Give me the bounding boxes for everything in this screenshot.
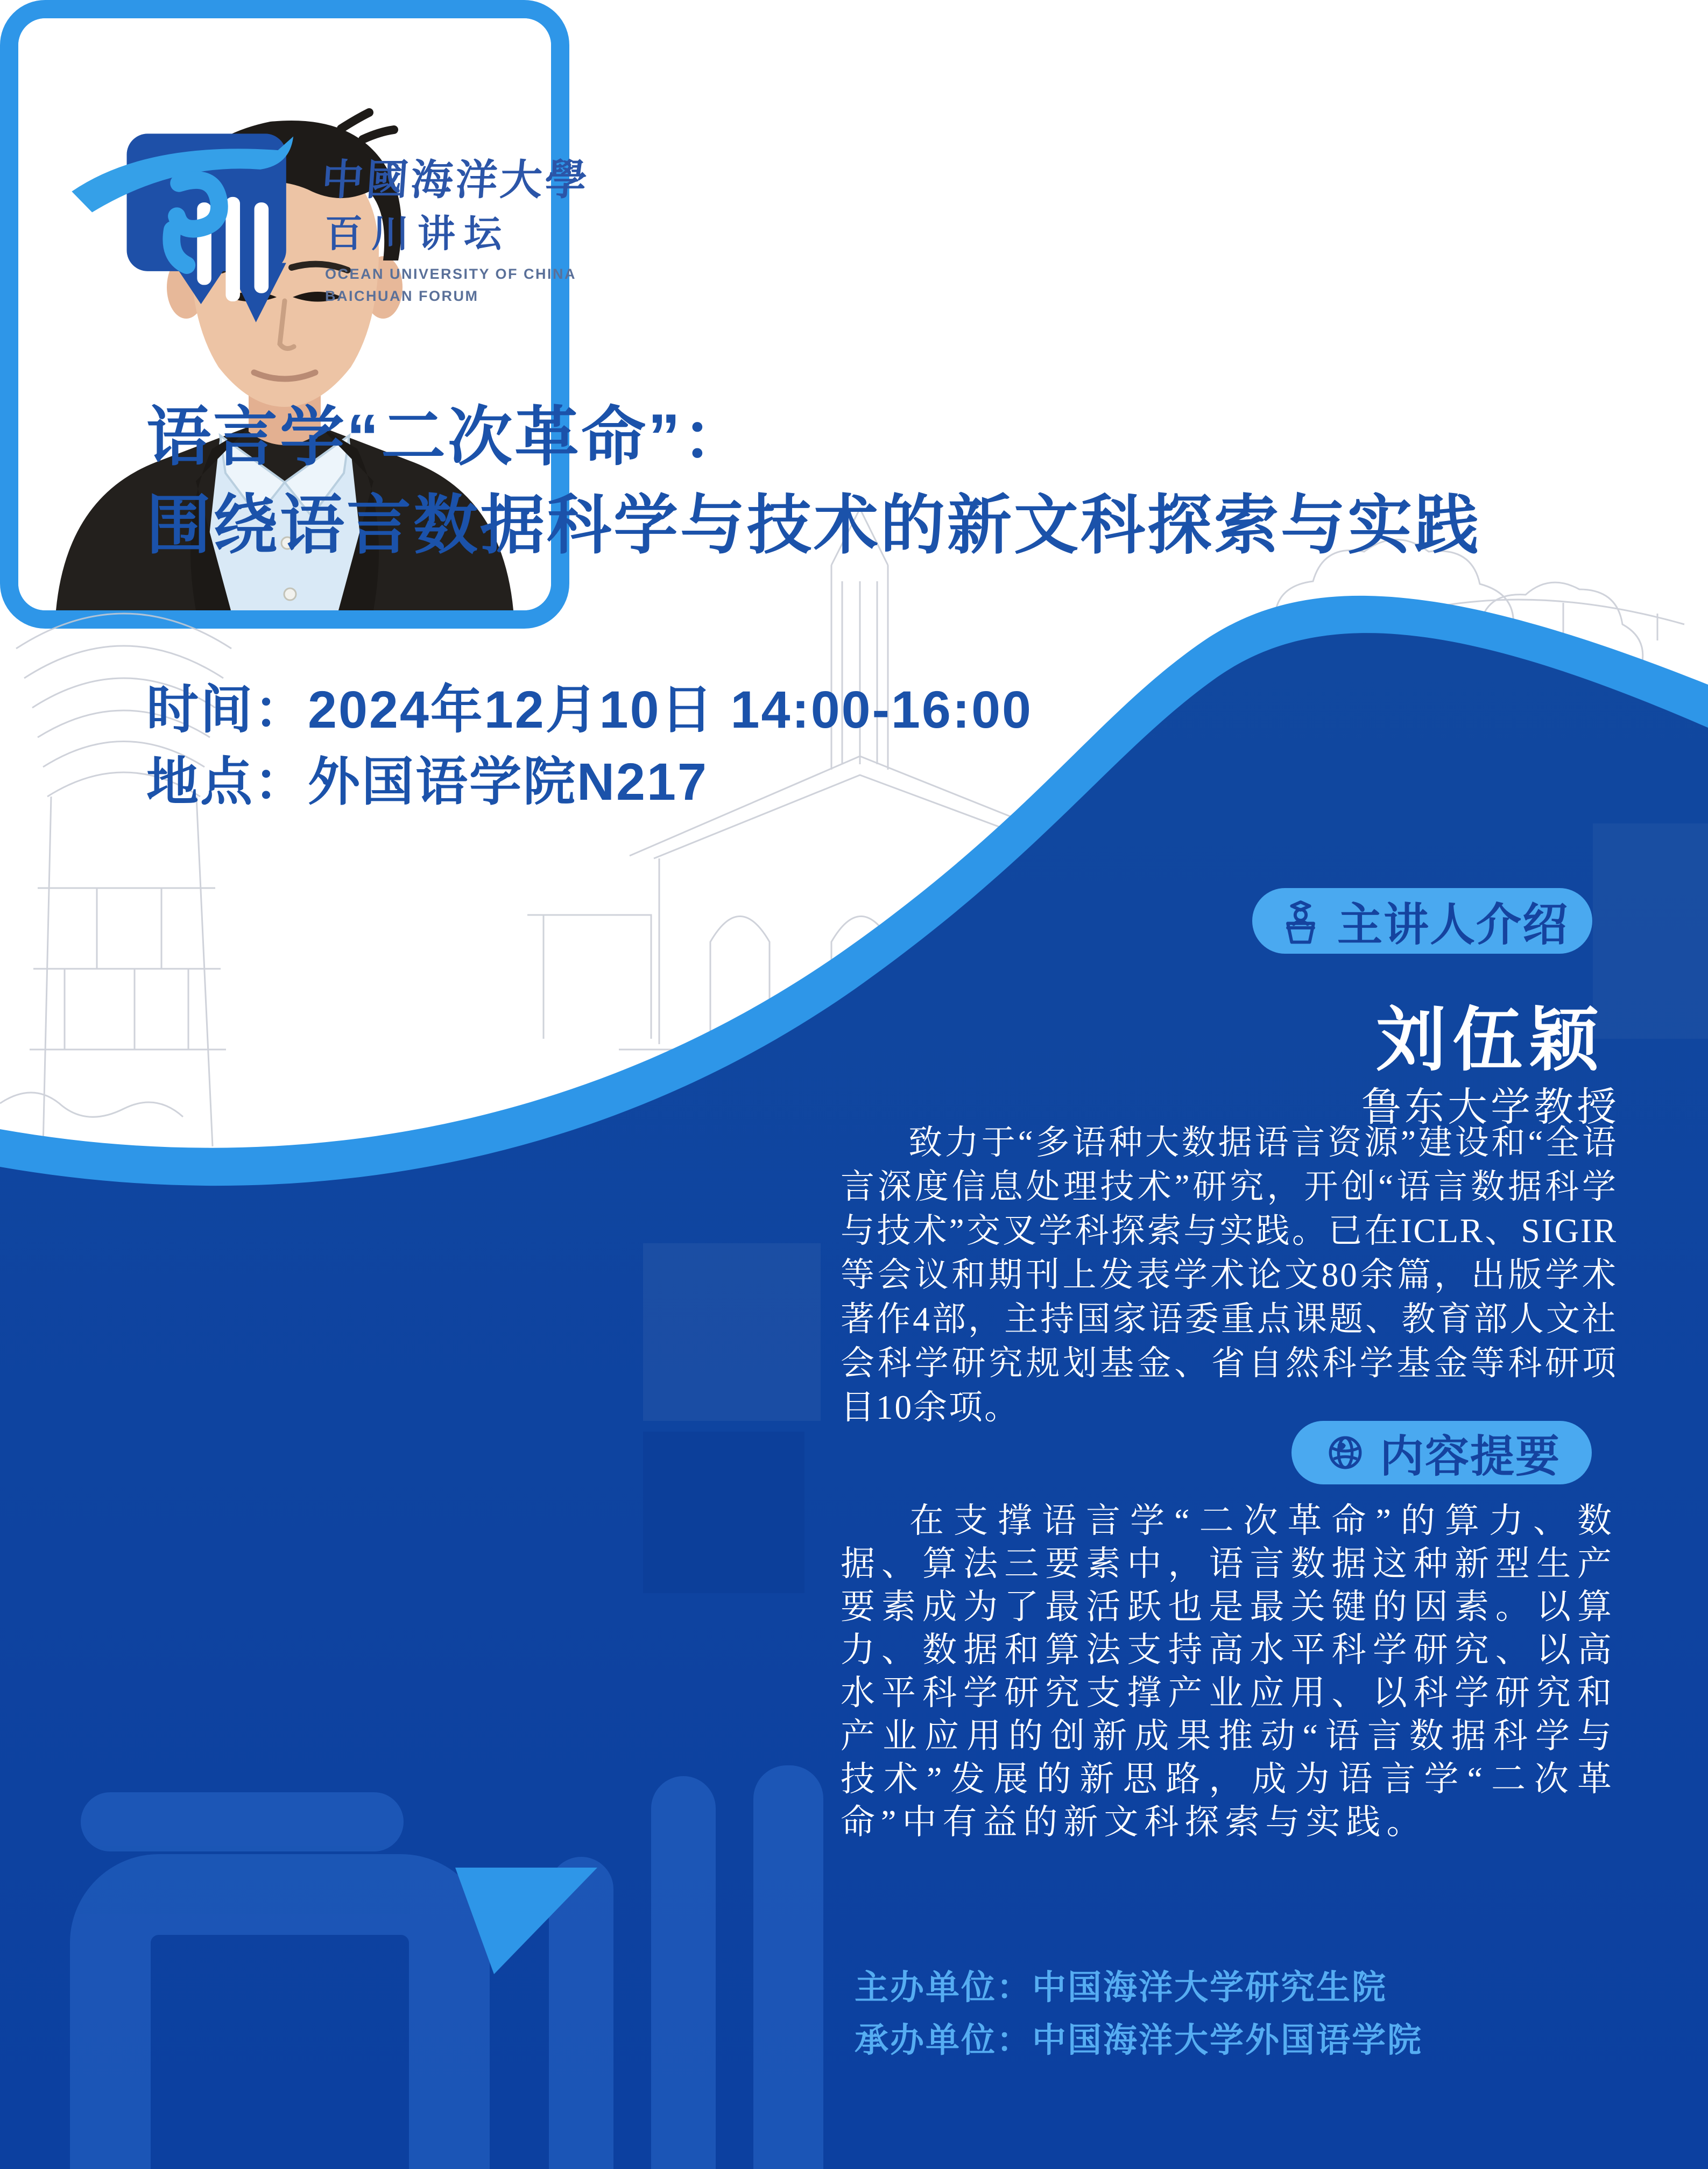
host-label: 主办单位：	[855, 1969, 1032, 2006]
summary-badge-label: 内容提要	[1379, 1432, 1561, 1481]
poster-title-line2: 围绕语言数据科学与技术的新文科探索与实践	[146, 489, 1481, 561]
logo-university-name-cn: 中國海洋大學	[320, 157, 591, 203]
globe-icon	[1323, 1430, 1368, 1475]
host-value: 中国海洋大学研究生院	[1032, 1969, 1387, 2006]
speaker-name: 刘伍颖	[1375, 1002, 1605, 1080]
place-value: 外国语学院N217	[308, 752, 708, 811]
summary-text: 在支撑语言学“二次革命”的算力、数据、算法三要素中，语言数据这种新型生产要素成为了最活跃也是最关键的因素。以算力、数据和算法支持高水平科学研究、以高水平科学研究支撑产业应用、以科学研究和产业应用的创新成果推动“语言数据科学与技术”发展的新思路，成为语言学“二次革命”中有益的新文科探索与实践。	[841, 1502, 1618, 1841]
organizer-label: 承办单位：	[855, 2022, 1032, 2059]
lecturer-at-podium-icon	[1276, 896, 1325, 946]
logo-forum-name-cn: 百川讲坛	[325, 213, 510, 255]
logo-university-name-en: OCEAN UNIVERSITY OF CHINA	[325, 266, 577, 282]
logo-forum-name-en: BAICHUAN FORUM	[325, 288, 479, 304]
baichuan-banner-logo-icon	[63, 119, 316, 329]
place-label: 地点：	[146, 752, 308, 811]
place-row	[146, 740, 708, 815]
speaker-section-badge	[1252, 888, 1592, 954]
photo-frame-tail	[430, 1846, 603, 1981]
organizer-value: 中国海洋大学外国语学院	[1032, 2022, 1423, 2059]
poster-title-line1: 语言学“二次革命”：	[146, 401, 749, 473]
time-value: 2024年12月10日 14:00-16:00	[308, 680, 1033, 739]
speaker-affiliation: 鲁东大学教授	[1361, 1086, 1620, 1130]
time-row	[146, 667, 1033, 743]
speaker-badge-label: 主讲人介绍	[1337, 899, 1569, 950]
organizer-row	[855, 2013, 1423, 2062]
summary-section-badge	[1291, 1421, 1592, 1484]
host-row	[855, 1960, 1387, 2009]
speaker-bio: 致力于“多语种大数据语言资源”建设和“全语言深度信息处理技术”研究，开创“语言数据科学与技术”交叉学科探索与实践。已在ICLR、SIGIR等会议和期刊上发表学术论文80余篇，出版学术著作4部，主持国家语委重点课题、教育部人文社会科学研究规划基金、省自然科学基金等科研项目10余项。	[841, 1124, 1618, 1426]
time-label: 时间：	[146, 680, 308, 739]
